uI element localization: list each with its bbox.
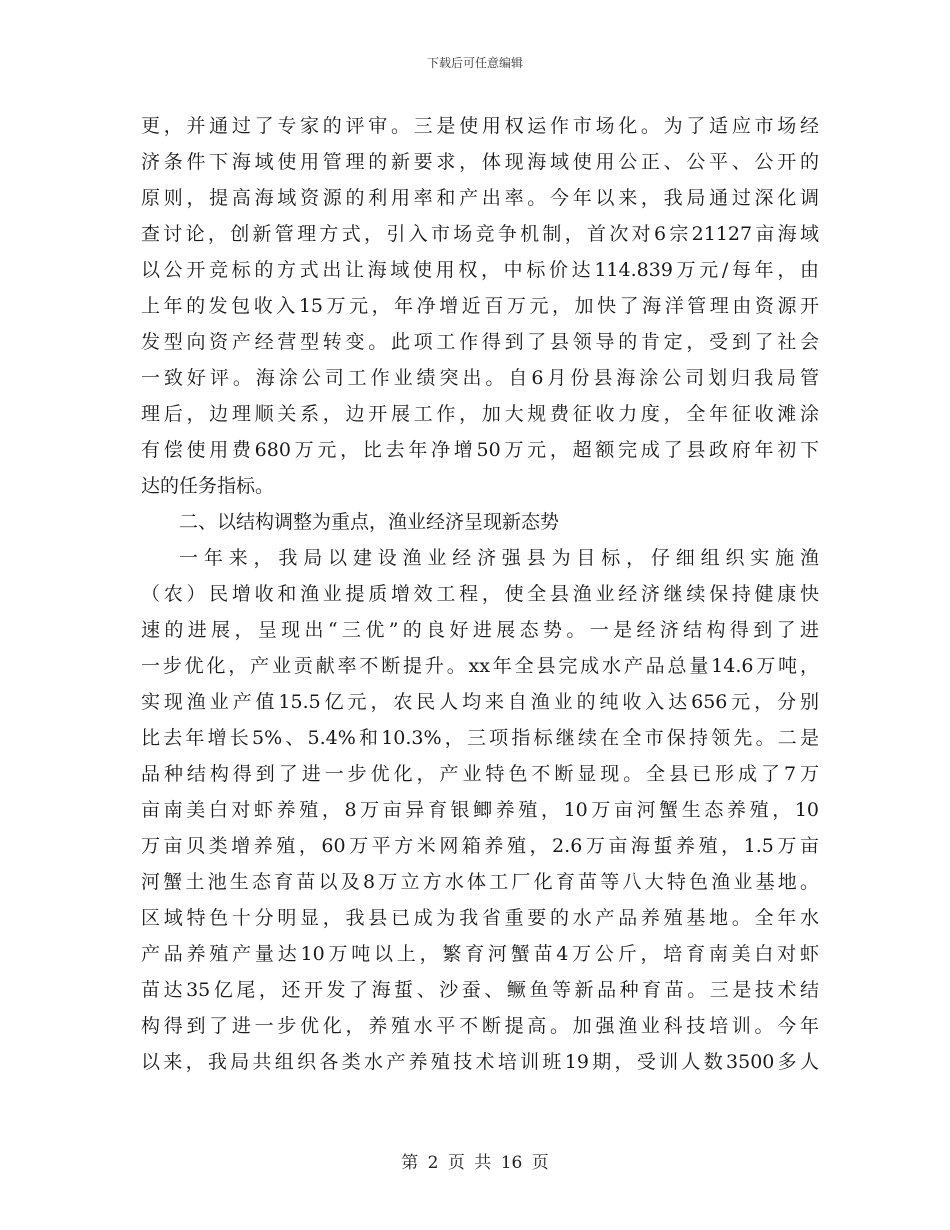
body-line: 理后，边理顺关系，边开展工作，加大规费征收力度，全年征收滩涂 — [141, 403, 819, 425]
body-line: 发型向资产经营型转变。此项工作得到了县领导的肯定，受到了社会 — [141, 331, 819, 353]
body-line: 原则，提高海域资源的利用率和产出率。今年以来，我局通过深化调 — [141, 187, 819, 209]
body-line: 查讨论，创新管理方式，引入市场竞争机制，首次对6宗21127亩海域 — [141, 223, 819, 245]
body-line: 实现渔业产值15.5亿元，农民人均来自渔业的纯收入达656元，分别 — [141, 691, 819, 713]
body-line: 产品养殖产量达10万吨以上，繁育河蟹苗4万公斤，培育南美白对虾 — [141, 943, 819, 965]
body-line: 构得到了进一步优化，养殖水平不断提高。加强渔业科技培训。今年 — [141, 1015, 819, 1037]
body-line: 上年的发包收入15万元，年净增近百万元，加快了海洋管理由资源开 — [141, 295, 819, 317]
body-line: 区域特色十分明显，我县已成为我省重要的水产品养殖基地。全年水 — [141, 907, 819, 929]
body-line: 速的进展，呈现出“三优”的良好进展态势。一是经济结构得到了进 — [141, 619, 819, 641]
body-line: 比去年增长5%、5.4%和10.3%，三项指标继续在全市保持领先。二是 — [141, 727, 819, 749]
body-line: 河蟹土池生态育苗以及8万立方水体工厂化育苗等八大特色渔业基地。 — [141, 871, 819, 893]
body-line: 以来，我局共组织各类水产养殖技术培训班19期，受训人数3500多人 — [141, 1051, 819, 1073]
body-line: 亩南美白对虾养殖，8万亩异育银鲫养殖，10万亩河蟹生态养殖，10 — [141, 799, 819, 821]
body-line: 达的任务指标。 — [141, 475, 275, 497]
section-heading: 二、以结构调整为重点，渔业经济呈现新态势 — [179, 511, 560, 533]
body-line: 一步优化，产业贡献率不断提升。xx年全县完成水产品总量14.6万吨， — [141, 655, 819, 677]
body-line: 一致好评。海涂公司工作业绩突出。自6月份县海涂公司划归我局管 — [141, 367, 819, 389]
body-line: 有偿使用费680万元，比去年净增50万元，超额完成了县政府年初下 — [141, 439, 819, 461]
body-line: 品种结构得到了进一步优化，产业特色不断显现。全县已形成了7万 — [141, 763, 819, 785]
body-line: 以公开竞标的方式出让海域使用权，中标价达114.839万元/每年，由 — [141, 259, 819, 281]
page-header: 下载后可任意编辑 — [426, 56, 523, 70]
body-line: 更，并通过了专家的评审。三是使用权运作市场化。为了适应市场经 — [141, 115, 819, 137]
body-line: （农）民增收和渔业提质增效工程，使全县渔业经济继续保持健康快 — [141, 583, 819, 605]
body-line: 苗达35亿尾，还开发了海蜇、沙蚕、鳜鱼等新品种育苗。三是技术结 — [141, 979, 819, 1001]
body-line: 万亩贝类增养殖，60万平方米网箱养殖，2.6万亩海蜇养殖，1.5万亩 — [141, 835, 819, 857]
document-body — [141, 108, 819, 1080]
body-line: 济条件下海域使用管理的新要求，体现海域使用公正、公平、公开的 — [141, 151, 819, 173]
page-number: 第 2 页 共 16 页 — [401, 1153, 549, 1173]
body-line: 一年来，我局以建设渔业经济强县为目标，仔细组织实施渔 — [179, 547, 819, 569]
